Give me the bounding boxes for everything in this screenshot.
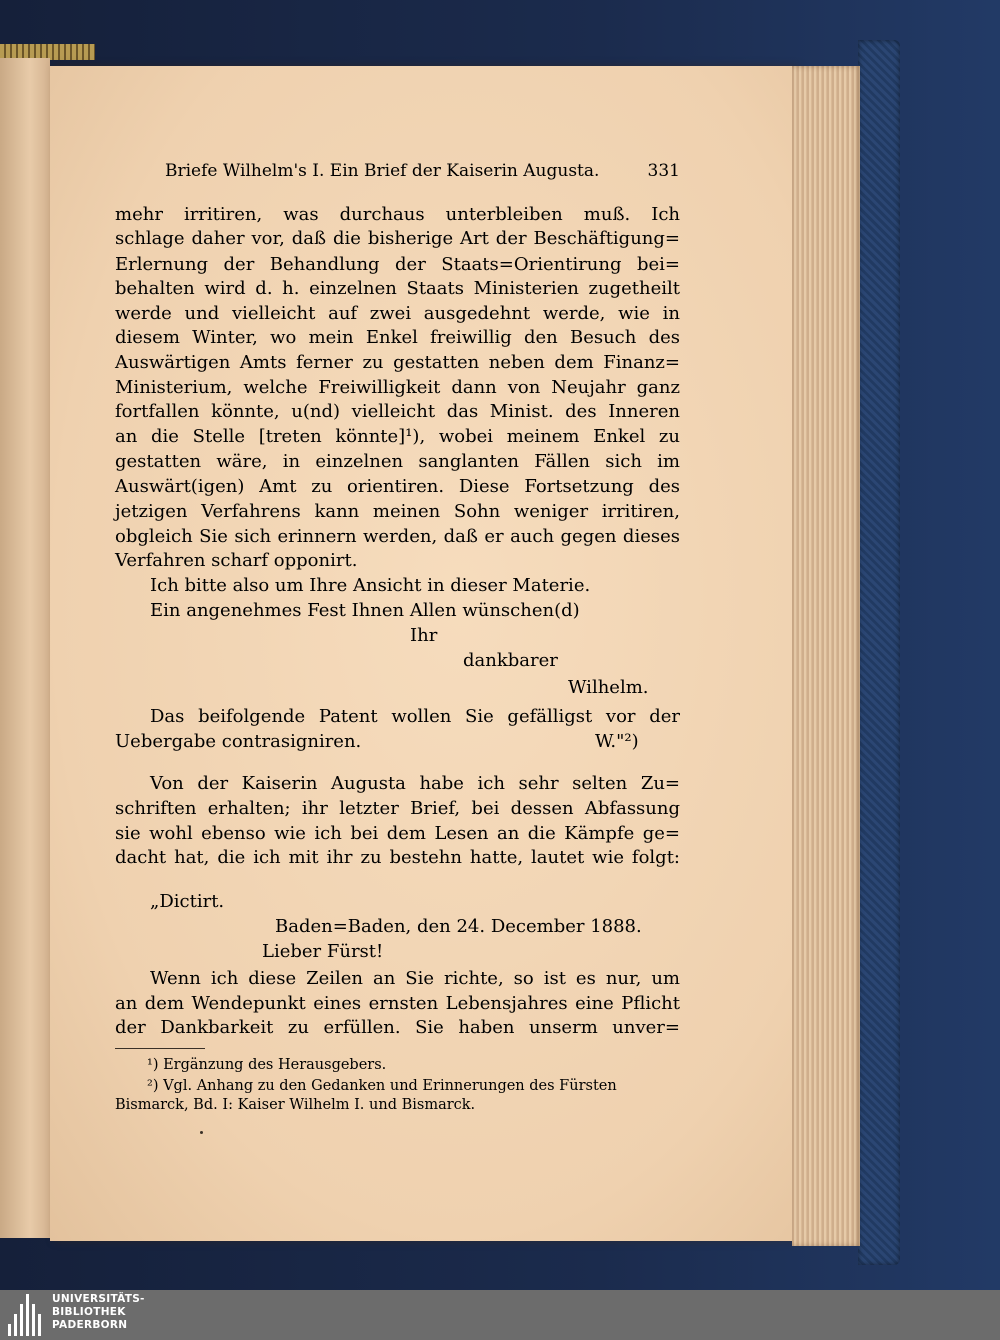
library-name-line: BIBLIOTHEK xyxy=(52,1306,126,1318)
letter-salutation: Lieber Fürst! xyxy=(262,941,384,962)
postscript-line: Uebergabe contrasigniren. xyxy=(115,731,362,752)
text-line: mehr irritiren, was durchaus unterbleiben muß. Ich xyxy=(115,204,680,225)
text-line: an dem Wendepunkt eines ernsten Lebensjahres eine Pflicht xyxy=(115,993,680,1014)
library-name-line: UNIVERSITÄTS- xyxy=(52,1293,145,1305)
text-line: Von der Kaiserin Augusta habe ich sehr selten Zu= xyxy=(150,773,680,794)
text-line: Auswärtigen Amts ferner zu gestatten neben dem Finanz= xyxy=(115,352,680,373)
text-line: Verfahren scharf opponirt. xyxy=(115,550,358,571)
text-line: der Dankbarkeit zu erfüllen. Sie haben unserm unver= xyxy=(115,1017,680,1038)
running-title: Briefe Wilhelm's I. Ein Brief der Kaiserin Augusta. xyxy=(165,161,600,181)
letter-place-date: Baden=Baden, den 24. December 1888. xyxy=(275,916,642,937)
text-line: diesem Winter, wo mein Enkel freiwillig den Besuch des xyxy=(115,327,680,348)
text-line: Wenn ich diese Zeilen an Sie richte, so ist es nur, um xyxy=(150,968,680,989)
library-name xyxy=(52,1293,145,1332)
text-line: schlage daher vor, daß die bisherige Art der Beschäftigung= xyxy=(115,228,680,249)
text-line: gestatten wäre, in einzelnen sanglanten Fällen sich im xyxy=(115,451,680,472)
text-line: schriften erhalten; ihr letzter Brief, bei dessen Abfassung xyxy=(115,798,680,819)
postscript-line: Das beifolgende Patent wollen Sie gefälligst vor der xyxy=(150,706,680,727)
library-logo-icon xyxy=(4,1294,44,1336)
footnote-rule xyxy=(115,1048,205,1049)
footnote-2: ²) Vgl. Anhang zu den Gedanken und Erinnerungen des Fürsten xyxy=(147,1078,617,1094)
running-header xyxy=(165,161,680,181)
closing-line: Ich bitte also um Ihre Ansicht in dieser Materie. xyxy=(150,575,591,596)
book-cover-edge xyxy=(858,40,900,1265)
page-number: 331 xyxy=(647,161,680,181)
footnote-2-cont: Bismarck, Bd. I: Kaiser Wilhelm I. und Bismarck. xyxy=(115,1097,476,1113)
text-line: werde und vielleicht auf zwei ausgedehnt werde, wie in xyxy=(115,303,680,324)
letter-dictirt: „Dictirt. xyxy=(150,891,225,912)
page-stack-edges xyxy=(792,66,860,1246)
closing-line: Ein angenehmes Fest Ihnen Allen wünschen(d) xyxy=(150,600,580,621)
ink-speck xyxy=(200,1131,203,1134)
closing-dankbarer: dankbarer xyxy=(463,650,558,671)
library-name-line: PADERBORN xyxy=(52,1319,128,1331)
text-line: fortfallen könnte, u(nd) vielleicht das Minist. des Inneren xyxy=(115,401,680,422)
text-line: Ministerium, welche Freiwilligkeit dann von Neujahr ganz xyxy=(115,377,680,398)
postscript-initial: W."²) xyxy=(595,731,639,752)
closing-ihr: Ihr xyxy=(410,625,438,646)
library-footer xyxy=(0,1290,1000,1340)
text-line: jetzigen Verfahrens kann meinen Sohn weniger irritiren, xyxy=(115,501,680,522)
text-line: obgleich Sie sich erinnern werden, daß er auch gegen dieses xyxy=(115,526,680,547)
signature: Wilhelm. xyxy=(568,677,649,698)
text-line: dacht hat, die ich mit ihr zu bestehn hatte, lautet wie folgt: xyxy=(115,847,680,868)
text-line: an die Stelle [treten könnte]¹), wobei meinem Enkel zu xyxy=(115,426,680,447)
text-line: Erlernung der Behandlung der Staats=Orientirung bei= xyxy=(115,254,680,275)
footnote-1: ¹) Ergänzung des Herausgebers. xyxy=(147,1057,387,1073)
text-line: sie wohl ebenso wie ich bei dem Lesen an die Kämpfe ge= xyxy=(115,823,680,844)
left-page-edge xyxy=(0,58,50,1238)
text-line: Auswärt(igen) Amt zu orientiren. Diese Fortsetzung des xyxy=(115,476,680,497)
text-line: behalten wird d. h. einzelnen Staats Ministerien zugetheilt xyxy=(115,278,680,299)
